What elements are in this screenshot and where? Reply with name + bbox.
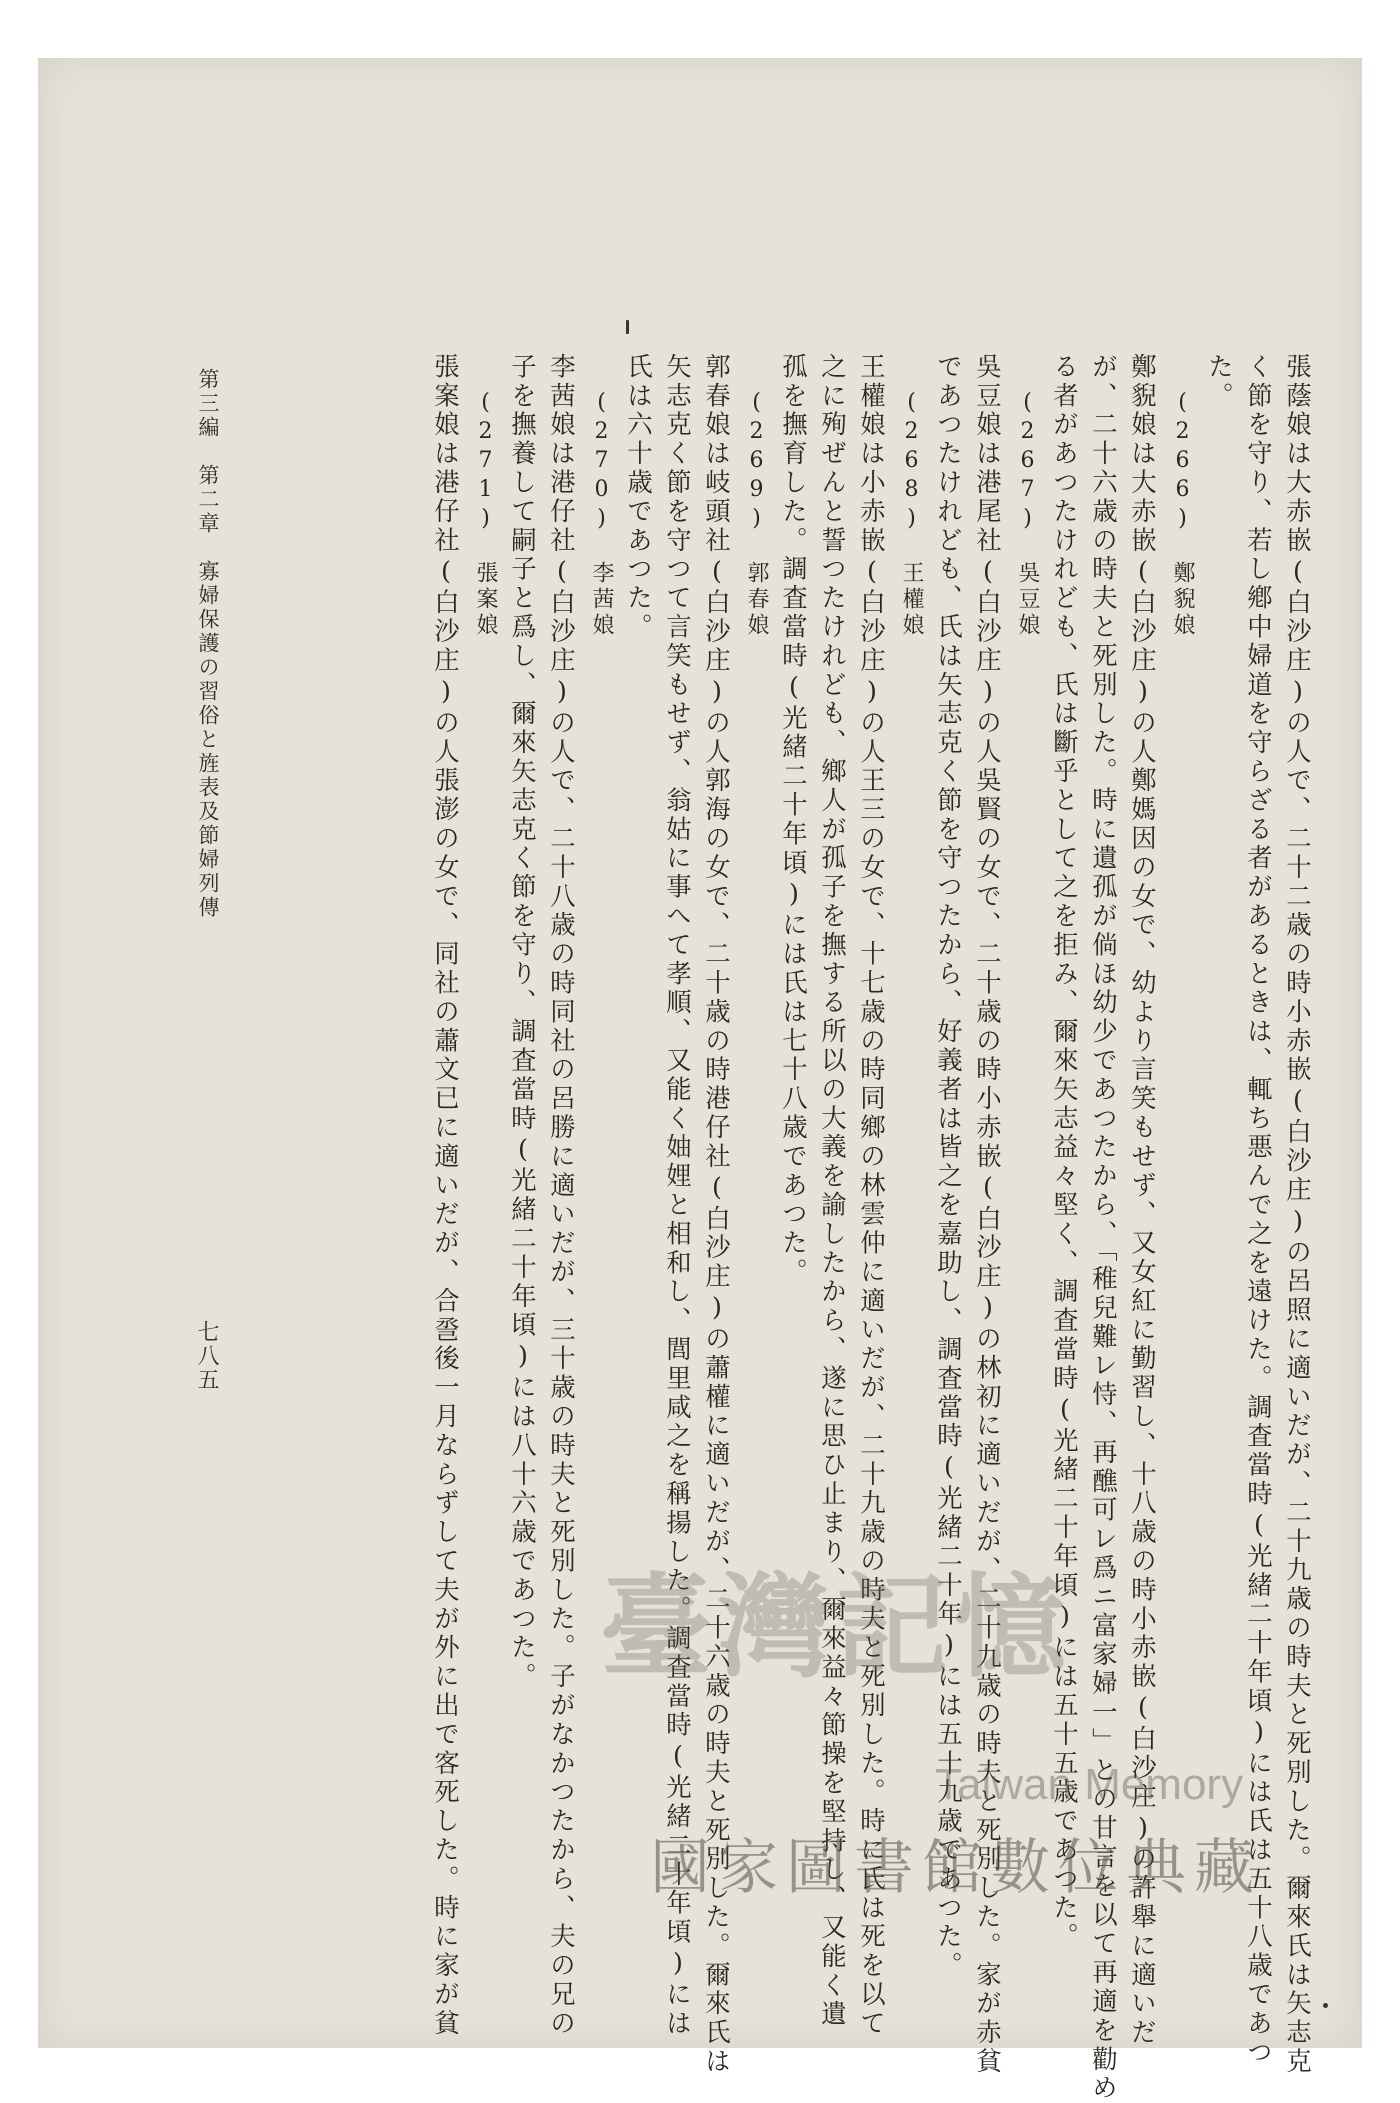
body-line-16: 郭春娘は岐頭社(白沙庄)の人郭海の女で、二十歳の時港仔社(白沙庄)の蕭權に適いだが、二十六歳の時夫と死別した。爾來氏は (702, 353, 732, 2077)
body-line-02: く節を守り、若し鄕中婦道を守らざる者があるときは、輒ち悪んで之を遠けた。調査當時(光緒二十年頃)には氏は五十八歳であつ (1244, 353, 1274, 2068)
watermark-logo: 臺灣記憶 (600, 1562, 1072, 1693)
entry-heading-271: (271) 張案娘 (473, 390, 498, 639)
body-line-17: 矢志克く節を守つて言笑もせず、翁姑に事へて孝順、又能く妯娌と相和し、閭里咸之を稱揚した。調査當時(光緒二十年頃)には (663, 353, 693, 2039)
entry-heading-270: (270) 李茜娘 (589, 390, 614, 639)
scan-speck (626, 320, 629, 334)
body-line-18: 氏は六十歳であつた。 (624, 353, 654, 642)
body-line-20: 李茜娘は港仔社(白沙庄)の人で、二十八歳の時同社の呂勝に適いだが、三十歳の時夫と死別した。子がなかつたから、夫の兄の (547, 353, 577, 2039)
page-body (38, 58, 1362, 2103)
watermark-organization: 國家圖書館數位典藏 (650, 1833, 1262, 1903)
scan-speck (1323, 2003, 1328, 2008)
body-line-12: 王權娘は小赤嵌(白沙庄)の人王三の女で、十七歳の時同鄉の林雲仲に適いだが、二十九歳の時夫と死別した。時に氏は死を以て (857, 353, 887, 2039)
body-line-03: た。 (1205, 353, 1235, 411)
page-number: 七八五 (194, 1320, 219, 1392)
body-line-09: 吳豆娘は港尾社(白沙庄)の人吳賢の女で、二十歳の時小赤嵌(白沙庄)の林初に適いだが、二十九歳の時夫と死別した。家が赤貧 (973, 353, 1003, 2077)
body-line-14: 孤を撫育した。調査當時(光緒二十年頃)には氏は七十八歳であつた。 (779, 353, 809, 1287)
running-head: 第三編 第二章 寡婦保護の習俗と旌表及節婦列傳 (196, 368, 220, 920)
entry-heading-267: (267) 吳豆娘 (1015, 390, 1040, 639)
body-line-10: であつたけれども、氏は矢志克く節を守つたから、好義者は皆之を嘉助し、調査當時(光緒二十年)には五十九歳であつた。 (934, 353, 964, 1981)
entry-heading-269: (269) 郭春娘 (744, 390, 769, 639)
body-line-21: 子を撫養して嗣子と爲し、爾來矢志克く節を守り、調査當時(光緒二十年頃)には八十六歳であつた。 (508, 353, 538, 1692)
body-line-06: が、二十六歳の時夫と死別した。時に遺孤が倘ほ幼少であつたから、「稚兒難レ恃、再醮可レ爲ニ富家婦一」との甘言を以て再適を勸め (1089, 353, 1119, 2103)
body-line-05: 鄭貎娘は大赤嵌(白沙庄)の人鄭媽因の女で、幼より言笑もせず、又女紅に勤習し、十八歳の時小赤嵌(白沙庄)の許舉に適いだ (1128, 353, 1158, 2048)
body-line-13: 之に殉ぜんと誓つたけれども、鄉人が孤子を撫する所以の大義を諭したから、遂に思ひ止まり、爾來益々節操を堅持し、又能く遺 (818, 353, 848, 2030)
entry-heading-268: (268) 王權娘 (899, 390, 924, 639)
watermark-english: Taiwan Memory (935, 1760, 1244, 1809)
body-line-07: る者があつたけれども、氏は斷乎として之を拒み、爾來矢志益々堅く、調査當時(光緒二十年頃)には五十五歳であつた。 (1050, 353, 1080, 1952)
body-line-23: 張案娘は港仔社(白沙庄)の人張澎の女で、同社の蕭文已に適いだが、合巹後一月ならずして夫が外に出で客死した。時に家が貧 (431, 353, 461, 2039)
body-line-01: 張蔭娘は大赤嵌(白沙庄)の人で、二十二歳の時小赤嵌(白沙庄)の呂照に適いだが、二十九歳の時夫と死別した。爾來氏は矢志克 (1283, 353, 1313, 2077)
entry-heading-266: (266) 鄭貎娘 (1170, 390, 1195, 639)
